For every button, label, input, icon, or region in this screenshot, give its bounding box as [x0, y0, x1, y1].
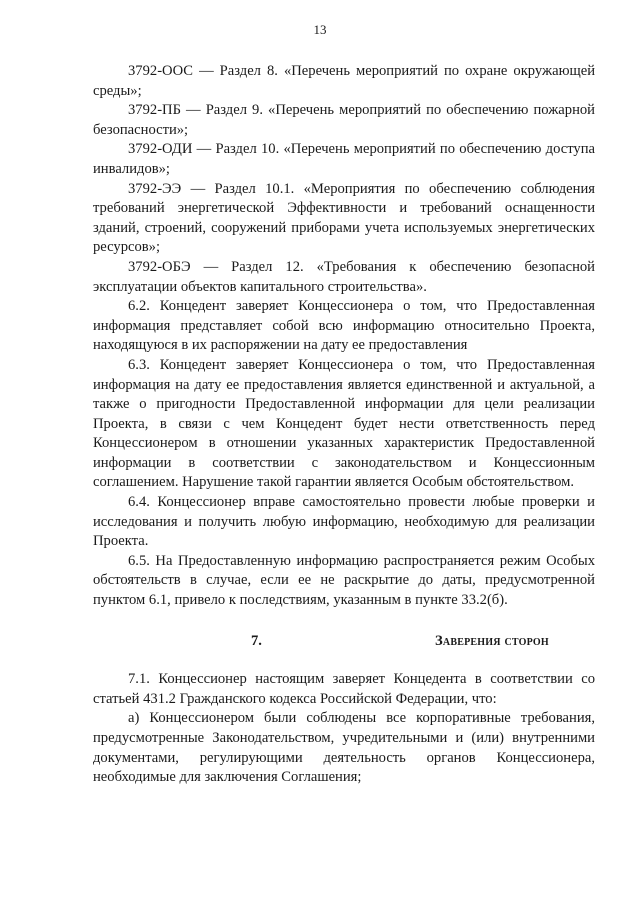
clause-6-5: 6.5. На Предоставленную информацию распространяется режим Особых обстоятельств в случае, если ее не раскрытие до даты, предусмотренной пунктом 6.1, привело к последствиям, указанным в пункте 33.2(б). — [93, 552, 595, 609]
paragraph-odi: 3792-ОДИ — Раздел 10. «Перечень мероприятий по обеспечению доступа инвалидов»; — [93, 141, 595, 177]
section-title: Заверения сторон — [435, 632, 549, 649]
page-number: 13 — [313, 22, 327, 37]
paragraph-ee: 3792-ЭЭ — Раздел 10.1. «Мероприятия по обеспечению соблюдения требований энергетической Эффективности и требований оснащенности зданий, строений, сооружений приборами учета используемых энергетических ресурсов»; — [93, 180, 595, 256]
clause-6-3: 6.3. Концедент заверяет Концессионера о том, что Предоставленная информация на дату ее предоставления является единственной и актуальной, а также о пригодности Предоставленной информации для цели реализации Проекта, в связи с чем Концедент будет нести ответственность перед Концессионером в отношении указанных характеристик Предоставленной информации в соответствии с законодательством и Концессионным соглашением. Нарушение такой гарантии является Особым обстоятельством. — [93, 356, 595, 491]
section-heading — [93, 632, 595, 652]
paragraph-obe: 3792-ОБЭ — Раздел 12. «Требования к обеспечению безопасной эксплуатации объектов капитального строительства». — [93, 258, 595, 295]
paragraph-pb: 3792-ПБ — Раздел 9. «Перечень мероприятий по обеспечению пожарной безопасности»; — [93, 102, 595, 138]
document-body — [93, 62, 595, 788]
section-number: 7. — [251, 632, 262, 649]
clause-6-4: 6.4. Концессионер вправе самостоятельно провести любые проверки и исследования и получить любую информацию, необходимую для реализации Проекта. — [93, 494, 595, 550]
clause-7-1: 7.1. Концессионер настоящим заверяет Концедента в соответствии со статьей 431.2 Гражданского кодекса Российской Федерации, что: — [93, 671, 595, 707]
clause-6-2: 6.2. Концедент заверяет Концессионера о том, что Предоставленная информация представляет собой всю информацию относительно Проекта, находящуюся в их распоряжении на дату ее предоставления — [93, 298, 595, 354]
paragraph-oos: 3792-ООС — Раздел 8. «Перечень мероприятий по охране окружающей среды»; — [93, 63, 595, 99]
clause-7-1-a: а) Концессионером были соблюдены все корпоративные требования, предусмотренные Законодательством, учредительными и (или) внутренними документами, регулирующими деятельность органов Концессионера, необходимые для заключения Соглашения; — [93, 710, 595, 786]
